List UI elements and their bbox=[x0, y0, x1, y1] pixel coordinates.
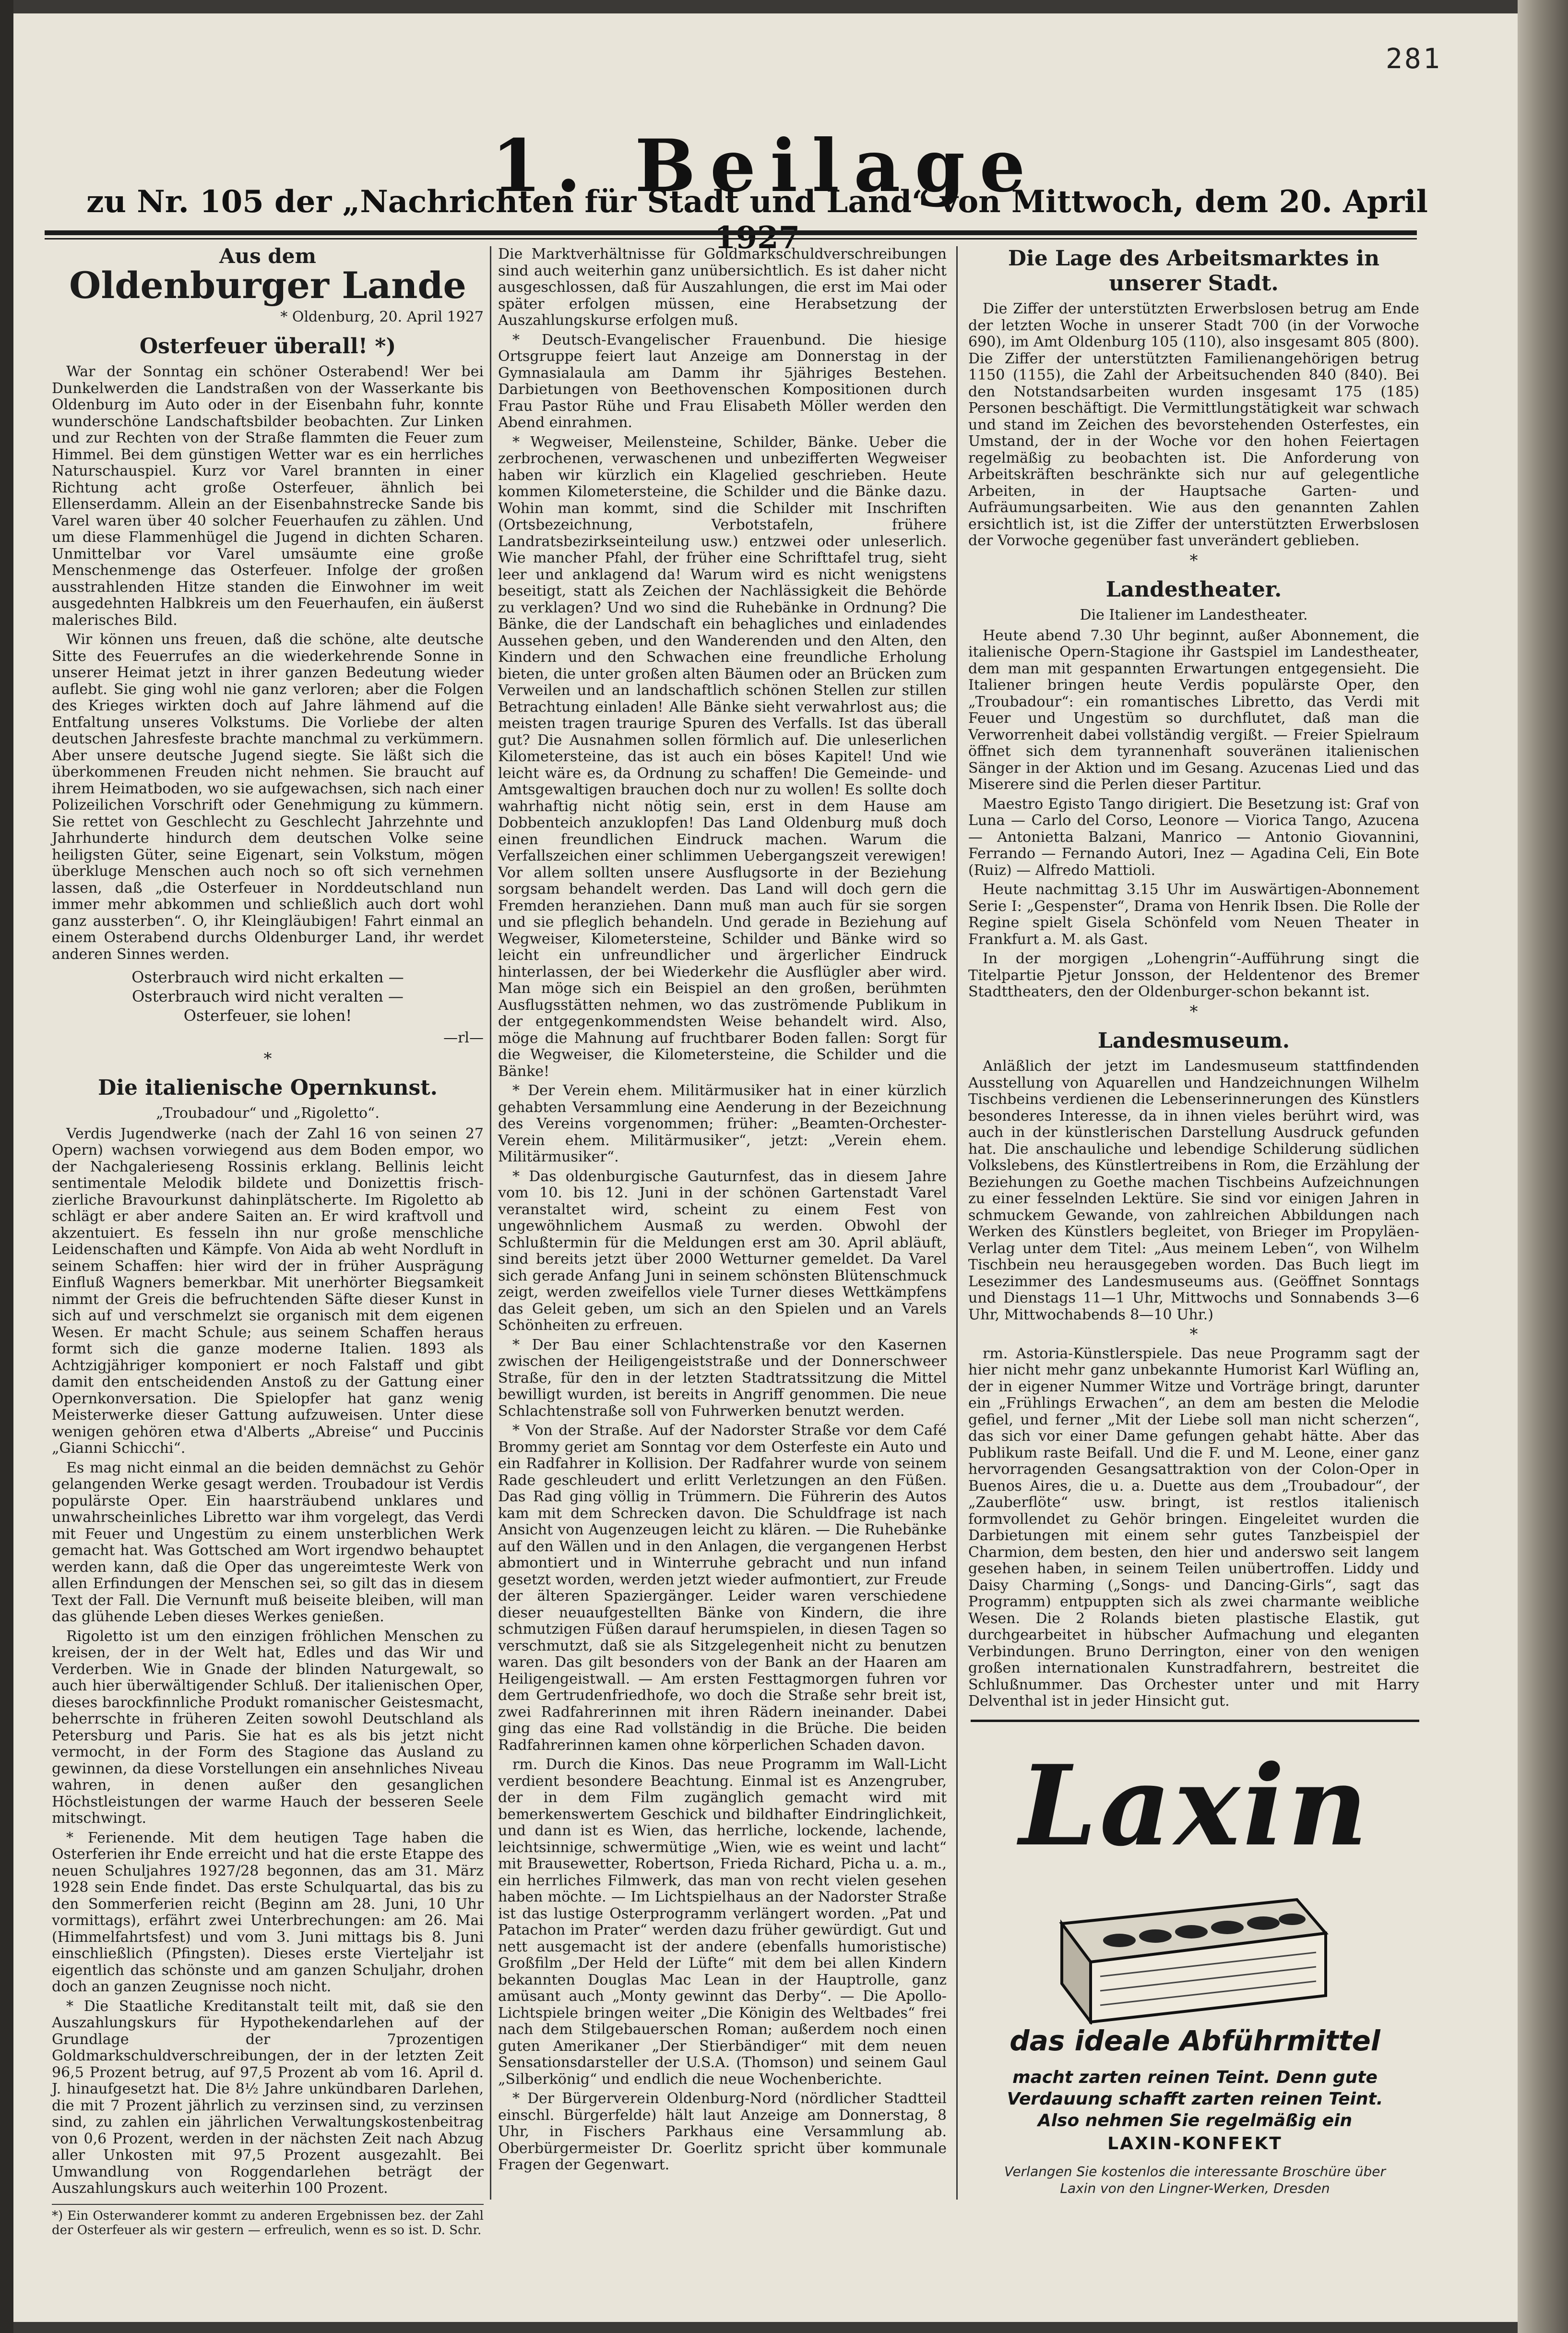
article-paragraph: * Der Bau einer Schlachtenstraße vor den Kasernen zwischen der Heiligengeiststraße und der Donnerschweer Straße, für den in der letzten Stadtratssitzung die Mittel bewilligt wurden, ist bereits in Angriff genommen. Die neue Schlachtenstraße soll von Fuhrwerken benutzt werden. bbox=[498, 1336, 947, 1420]
section-kicker: Aus dem bbox=[219, 244, 316, 268]
book-edge bbox=[1518, 0, 1568, 2333]
poem-line: Osterbrauch wird nicht erkalten — bbox=[131, 968, 404, 986]
article-subheading: Die Italiener im Landestheater. bbox=[1080, 607, 1308, 623]
article-subheading: „Troubadour“ und „Rigoletto“. bbox=[156, 1105, 380, 1122]
article-paragraph: * Der Bürgerverein Oldenburg-Nord (nördlicher Stadtteil einschl. Bürgerfelde) hält laut Anzeige am Donnerstag, 8 Uhr, in Fischers Parkhaus eine Versammlung ab. Oberbürgermeister Dr. Goerlitz spricht über kommunale Fragen der Gegenwart. bbox=[498, 2090, 947, 2173]
binding-edge bbox=[0, 0, 13, 2333]
article-heading: Die Lage des Arbeitsmarktes in unserer Stadt. bbox=[1008, 246, 1380, 296]
column-3 bbox=[968, 246, 1419, 1713]
separator-star: * bbox=[1189, 550, 1198, 570]
issue-subtitle: zu Nr. 105 der „Nachrichten für Stadt und Land“ von Mittwoch, dem 20. April bbox=[86, 184, 1428, 220]
article-paragraph: * Der Verein ehem. Militärmusiker hat in einer kürzlich gehabten Versammlung eine Aenderung in der Bezeichnung des Vereins vorgenommen; früher: „Beamten-Orchester-Verein ehem. Militärmusiker“, jetzt: „Verein ehem. Militärmusiker“. bbox=[498, 1082, 947, 1165]
article-paragraph: War der Sonntag ein schöner Osterabend! Wer bei Dunkelwerden die Landstraßen von der Wasserkante bis Oldenburg im Auto oder in der Eisenbahn fuhr, konnte wunderschöne Landschaftsbilder beobachten. Zur Linken und zur Rechten von der Straße flammten die Feuer zum Himmel. Bei dem günstigen Wetter war es ein herrliches Naturschauspiel. Kurz vor Varel brannten in einer Richtung acht große Osterfeuer, ähnlich bei Ellenserdamm. Allein an der Eisenbahnstrecke Sande bis Varel waren über 40 solcher Feuerhaufen zu zählen. Und um diese Flammenhügel die Jugend in dichten Scharen. Unmittelbar vor Varel umsäumte eine große Menschenmenge das Osterfeuer. Infolge der großen ausstrahlenden Hitze standen die Einwohner im weit ausgedehnten Halbkreis um den Feuerhaufen, ein äußerst malerisches Bild. bbox=[52, 363, 484, 629]
section-masthead: Oldenburger Lande bbox=[69, 263, 466, 307]
page-number: 281 bbox=[1386, 42, 1442, 75]
article-paragraph: Anläßlich der jetzt im Landesmuseum stattfindenden Ausstellung von Aquarellen und Handzeichnungen Wilhelm Tischbeins verdienen die Lebenserinnerungen des Künstlers besonderes Interesse, da in ihnen vieles berührt wird, was auch in der künstlerischen Darstellung Ausdruck gefunden hat. Die anschauliche und lebendige Schilderung südlichen Volkslebens, des Künstlertreibens in Rom, die Erzählung der Beziehungen zu Goethe machen Tischbeins Aufzeichnungen zu einer fesselnden Lektüre. Sie sind vor einigen Jahren in schmuckem Gewande, von zahlreichen Abbildungen nach Werken des Künstlers begleitet, von Brieger im Propyläen-Verlag unter dem Titel: „Aus meinem Leben“, von Wilhelm Tischbein neu herausgegeben worden. Das Buch liegt im Lesezimmer des Landesmuseums aus. (Geöffnet Sonntags und Dienstags 11—1 Uhr, Mittwochs und Sonnabends 3—6 Uhr, Mittwochabends 8—10 Uhr.) bbox=[968, 1058, 1419, 1323]
article-heading: Landesmuseum. bbox=[1097, 1029, 1290, 1053]
article-paragraph: Heute nachmittag 3.15 Uhr im Auswärtigen-Abonnement Serie I: „Gespenster“, Drama von Henrik Ibsen. Die Rolle der Regine spielt Gisela Schönfeld vom Neuen Theater in Frankfurt a. M. als Gast. bbox=[968, 881, 1419, 948]
article-heading: Die italienische Opernkunst. bbox=[98, 1076, 438, 1100]
header-rule bbox=[45, 230, 1417, 235]
ad-copy-line: Also nehmen Sie regelmäßig ein bbox=[1037, 2111, 1353, 2130]
article-paragraph: * Wegweiser, Meilensteine, Schilder, Bänke. Ueber die zerbrochenen, verwaschenen und unbezifferten Wegweiser haben wir kürzlich ein Klagelied geschrieben. Heute kommen Kilometersteine, die Schilder und die Bänke dazu. Wohin man kommt, sind die Schilder mit Inschriften (Ortsbezeichnung, Verbotstafeln, frühere Landratsbezirkseinteilung usw.) entzwei oder unleserlich. Wie mancher Pfahl, der früher eine Schrifttafel trug, sieht leer und anklagend da! Warum wird es nicht wenigstens beseitigt, statt als Zeichen der Nachlässigkeit die Behörde zu verklagen? Und wo sind die Ruhebänke in Ordnung? Die Bänke, die der Landschaft ein behagliches und einladendes Aussehen geben, und den Wanderenden und den Alten, den Kindern und den Schwachen eine freundliche Erholung bieten, die unter großen alten Bäumen oder an Brücken zum Verweilen und an landschaftlich schönen Stellen zur stillen Betrachtung einladen! Alle Bänke sieht verwahrlost aus; die meisten tragen traurige Spuren des Verfalls. Ist das überall gut? Die Ausnahmen sollen förmlich auf. Die unleserlichen Kilometersteine, das ist auch ein böses Kapitel! Und wie leicht wäre es, da Ordnung zu schaffen! Die Gemeinde- und Amtsgewaltigen brauchen doch nur zu wollen! Es sollte doch wahrhaftig nicht nötig sein, erst in dem Hause am Dobbenteich anzuklopfen! Das Land Oldenburg muß doch einen freundlichen Eindruck machen. Warum die Verfallszeichen einer schlimmen Uebergangszeit verewigen! Vor allem sollten unsere Ausflugsorte in der Beziehung sorgsam behandelt werden. Das Land will doch gern die Fremden heranziehen. Dann muß man auch für sie sorgen und sie pfleglich behandeln. Und gerade in Beziehung auf Wegweiser, Kilometersteine, Schilder und Bänke wird so leicht ein unfreundlicher und ärgerlicher Eindruck hinterlassen, der bei Wiederkehr die Ausflügler aber wird. Man möge sich ein Beispiel an den großen, berühmten Ausflugsstätten nehmen, wo das zuströmende Publikum in der entgegenkommendsten Weise behandelt wird. Also, möge die Mahnung auf fruchtbarer Boden fallen: Sorgt für die Wegweiser, die Kilometersteine, die Schilder und die Bänke! bbox=[498, 433, 947, 1080]
column-divider bbox=[490, 246, 491, 2200]
article-paragraph: rm. Astoria-Künstlerspiele. Das neue Programm sagt der hier nicht mehr ganz unbekannte Humorist Karl Wüfling an, der in eigener Nummer Witze und Vorträge bringt, darunter ein „Frühlings Erwachen“, an dem am besten die Melodie gefiel, und ferner „Mit der Liebe soll man nicht scherzen“, das sich vor einer Dame gefungen gehabt hätte. Aber das Publikum raste Beifall. Und die F. und M. Leone, einer ganz hervorragenden Gesangsattraktion von der Colon-Oper in Buenos Aires, die u. a. Duette aus dem „Troubadour“, der „Zauberflöte“ usw. bringt, ist restlos italienisch formvollendet zu Gehör bringen. Eingeleitet wurden die Darbietungen mit einem sehr gutes Tanzbeispiel der Charmion, dem besten, den hier und anderswo seit langem gesehen haben, in seinem Teilen unübertroffen. Liddy und Daisy Charming („Songs- und Dancing-Girls“, sagt das Programm) entpuppten sich als zwei charmante weibliche Wesen. Die 2 Rolands bieten plastische Elastik, gut durchgearbeitet in hübscher Aufmachung und eleganten Verbindungen. Bruno Derrington, einer von den wenigen großen internationalen Kunstradfahrern, bestreitet die Schlußnummer. Das Orchester unter und mit Harry Delventhal ist in jeder Hinsicht gut. bbox=[968, 1345, 1419, 1710]
ad-fineprint: Laxin von den Lingner-Werken, Dresden bbox=[1060, 2180, 1330, 2196]
article-paragraph: * Deutsch-Evangelischer Frauenbund. Die hiesige Ortsgruppe feiert laut Anzeige am Donnerstag in der Gymnasialaula am Damm ihr 5jähriges Bestehen. Darbietungen von Beethovenschen Kompositionen durch Frau Pastor Rühe und Frau Elisabeth Möller werden den Abend einrahmen. bbox=[498, 331, 947, 431]
article-paragraph: Wir können uns freuen, daß die schöne, alte deutsche Sitte des Feuerrufes an die wiederkehrende Sonne in unserer Heimat jetzt in ihrer ganzen Bedeutung wieder auflebt. Sie ging wohl nie ganz verloren; aber die Folgen des Krieges wirkten doch auf Jahre lähmend auf die Entfaltung unseres Volkstums. Die Vorliebe der alten deutschen Jahresfeste brachte manchmal zu verkümmern. Aber unsere deutsche Jugend siegte. Sie läßt sich die überkommenen Freuden nicht nehmen. Sie braucht auf ihrem Heimatboden, wo sie aufgewachsen, sich nach einer Polizeilichen Vorschrift oder Genehmigung zu kümmern. Sie rettet von Geschlecht zu Geschlecht Jahrzehnte und Jahrhunderte hindurch dem deutschen Volke seine heiligsten Güter, seine Eigenart, sein Volkstum, mögen überkluge Menschen auch noch so oft sich vernehmen lassen, daß „die Osterfeuer in Norddeutschland nun immer mehr abkommen und schließlich auch dort wohl ganz aussterben“. O, ihr Kleingläubigen! Fahrt einmal an einem Osterabend durchs Oldenburger Land, ihr werdet anderen Sinnes werden. bbox=[52, 631, 484, 963]
candy-box-illustration bbox=[1047, 1880, 1335, 2024]
ad-copy-line: Verdauung schafft zarten reinen Teint. bbox=[1007, 2089, 1383, 2109]
supplement-title: 1. Beilage bbox=[491, 124, 1040, 208]
article-heading: Landestheater. bbox=[1105, 577, 1282, 602]
separator-star: * bbox=[1189, 1325, 1198, 1344]
header-rule-thin bbox=[45, 238, 1417, 239]
column-1 bbox=[52, 246, 484, 2237]
separator-star: * bbox=[1189, 1002, 1198, 1021]
poem-line: Osterfeuer, sie lohen! bbox=[183, 1006, 352, 1025]
article-paragraph: In der morgigen „Lohengrin“-Aufführung singt die Titelpartie Pjetur Jonsson, der Heldentenor des Bremer Stadttheaters, den der Oldenburger-schon bekannt ist. bbox=[968, 950, 1419, 1000]
article-heading: Osterfeuer überall! *) bbox=[139, 334, 396, 359]
ad-copy-line: macht zarten reinen Teint. Denn gute bbox=[1012, 2068, 1378, 2087]
article-paragraph: Es mag nicht einmal an die beiden demnächst zu Gehör gelangenden Werke gesagt werden. Troubadour ist Verdis populärste Oper. Ein haarsträubend unklares und unwahrscheinliches Libretto war ihm vorgelegt, das Verdi mit Feuer und Ungestüm zu einem unsterblichen Werk gemacht hat. Was Gottsched am Wort irgendwo behauptet werden kann, daß die Oper das ungereimteste Werk von allen Erfindungen der Menschen sei, so gilt das in diesem Text der Fall. Die Vernunft muß beiseite bleiben, will man das glühende Leben dieses Werkes genießen. bbox=[52, 1459, 484, 1625]
article-paragraph: Maestro Egisto Tango dirigiert. Die Besetzung ist: Graf von Luna — Carlo del Corso, Leonore — Viorica Tango, Azucena — Antonietta Balzani, Manrico — Antonio Giovannini, Ferrando — Fernando Autori, Inez — Agadina Celi, Ein Bote (Ruiz) — Alfredo Mattioli. bbox=[968, 795, 1419, 879]
separator-star: * bbox=[263, 1049, 272, 1068]
article-paragraph: rm. Durch die Kinos. Das neue Programm im Wall-Licht verdient besondere Beachtung. Einmal ist es Anzengruber, der in dem Film zugänglich gemacht wird mit bemerkenswertem Geschick und bildhafter Eindringlichkeit, und dann ist es Wien, das herrliche, lockende, lachende, leichtsinnige, schwermütige „Wien, wie es weint und lacht“ mit Brausewetter, Robertson, Frieda Richard, Picha u. a. m., ein herrliches Filmwerk, das man von recht vielen gesehen haben möchte. — Im Lichtspielhaus an der Nadorster Straße ist das lustige Osterprogramm verlängert worden. „Pat und Patachon im Prater“ werden dazu früher gewürdigt. Gut und nett ausgemacht ist der andere (ebenfalls humoristische) Großfilm „Der Held der Lüfte“ mit dem bei allen Kindern bekannten Douglas Mac Lean in der Hauptrolle, ganz amüsant auch „Monty gewinnt das Derby“. — Die Apollo-Lichtspiele bringen weiter „Die Königin des Weltbades“ frei nach dem Stilgebauerschen Roman; außerdem noch einen guten Amerikaner „Der Stierbändiger“ mit dem neuen Sensationsdarsteller der U.S.A. (Thomson) und seinem Gaul „Silberkönig“ und endlich die neue Wochenberichte. bbox=[498, 1756, 947, 2088]
author-signature: —rl— bbox=[443, 1029, 484, 1046]
column-divider bbox=[956, 246, 958, 2200]
article-paragraph: * Von der Straße. Auf der Nadorster Straße vor dem Café Brommy geriet am Sonntag vor dem Osterfeste ein Auto und ein Radfahrer in Kollision. Der Radfahrer wurde von seinem Rade geschleudert und erlitt Verletzungen an den Füßen. Das Rad ging völlig in Trümmern. Die Führerin des Autos kam mit dem Schrecken davon. Die Schuldfrage ist nach Ansicht von Augenzeugen leicht zu klären. — Die Ruhebänke auf den Wällen und in den Anlagen, die vergangenen Herbst abmontiert und in Winterruhe gebracht und nun infand gesetzt worden, werden jetzt wieder aufmontiert, zur Freude der älteren Spaziergänger. Leider waren verschiedene dieser neuaufgestellten Bänke von Kindern, die ihre schmutzigen Füßen darauf herumspielen, in diesen Tagen so verschmutzt, daß sie als Sitzgelegenheit nicht zu benutzen waren. Das gilt besonders von der Bank an der Haaren am Heiligengeistwall. — Am ersten Festtagmorgen fuhren vor dem Gertrudenfriedhofe, wo doch die Straße sehr breit ist, zwei Radfahrerinnen mit ihren Rädern ineinander. Dabei ging das eine Rad vollständig in die Brüche. Die beiden Radfahrerinnen kamen ohne körperlichen Schaden davon. bbox=[498, 1422, 947, 1754]
article-paragraph: Verdis Jugendwerke (nach der Zahl 16 von seinen 27 Opern) wachsen vorwiegend aus dem Boden empor, wo der Nachgalerieseng Rossinis erklang. Bellinis leicht sentimentale Melodik bildete und Donizettis frisch-zierliche Bravourkunst dahinplätscherte. Im Rigoletto ab schlägt er aber andere Saiten an. Er wird kraftvoll und akzentuiert. Es fesseln ihn nur große menschliche Leidenschaften und Kämpfe. Von Aida ab weht Nordluft in seinem Schaffen: hier wird der in früher Ausprägung Einfluß Wagners bemerkbar. Mit unerhörter Biegsamkeit nimmt der Greis die befruchtenden Säfte dieser Kunst in sich auf und verschmelzt sie organisch mit dem eigenen Wesen. Er macht Schule; aus seinem Schaffen heraus formt sich die ganze moderne Italien. 1893 als Achtzigjähriger komponiert er noch Falstaff und gibt damit den entscheidenden Anstoß zu der Gattung einer Opernkonversation. Die Spielopfer hat ganz wenig Meisterwerke dieser Gattung aufzuweisen. Unter diese wenigen gehören etwa d'Alberts „Abreise“ und Puccinis „Gianni Schicchi“. bbox=[52, 1125, 484, 1457]
poem-line: Osterbrauch wird nicht veralten — bbox=[131, 987, 404, 1005]
laxin-logo: Laxin bbox=[1019, 1741, 1371, 1871]
laxin-advertisement bbox=[971, 1720, 1419, 2202]
newspaper-page bbox=[13, 13, 1518, 2322]
article-paragraph: * Das oldenburgische Gauturnfest, das in diesem Jahre vom 10. bis 12. Juni in der schönen Gartenstadt Varel veranstaltet wird, scheint zu einem Fest von ungewöhnlichem Ausmaß zu werden. Obwohl der Schlußtermin für die Meldungen erst am 30. April abläuft, sind bereits jetzt über 2000 Wetturner gemeldet. Da Varel sich gerade Anfang Juni in seinem schönsten Blütenschmuck zeigt, werden zweifellos viele Turner dieses Wettkämpfens das Geleit geben, um sich an den Spielen und an Varels Schönheiten zu erfreuen. bbox=[498, 1168, 947, 1334]
article-paragraph: * Die Staatliche Kreditanstalt teilt mit, daß sie den Auszahlungskurs für Hypothekendarlehen auf der Grundlage der 7prozentigen Goldmarkschuldverschreibungen, der in der letzten Zeit 96,5 Prozent betrug, auf 97,5 Prozent ab vom 16. April d. J. hinaufgesetzt hat. Die 8½ Jahre unkündbaren Darlehen, die mit 7 Prozent jährlich zu verzinsen sind, zu verzinsen sind, zu zahlen ein jährlichen Verwaltungskostenbeitrag von 0,6 Prozent, werden in der nächsten Zeit nach Abzug aller Unkosten mit 97,5 Prozent ausgezahlt. Bei Umwandlung von Roggendarlehen beträgt der Auszahlungskurs auch weiterhin 100 Prozent. bbox=[52, 1998, 484, 2197]
ad-tagline: das ideale Abführmittel bbox=[1010, 2024, 1380, 2057]
article-paragraph: Heute abend 7.30 Uhr beginnt, außer Abonnement, die italienische Opern-Stagione ihr Gastspiel im Landestheater, dem man mit gespannten Erwartungen entgegensieht. Die Italiener bringen heute Verdis populärste Oper, den „Troubadour“: ein romantisches Libretto, das Verdi mit Feuer und Ungestüm so durchflutet, daß man die Verworrenheit dabei vollständig vergißt. — Freier Spielraum öffnet sich dem tyrannenhaft souveränen italienischen Sänger in der Aktion und im Gesang. Azucenas Lied und das Miserere sind die Perlen dieser Partitur. bbox=[968, 627, 1419, 793]
ad-fineprint: Verlangen Sie kostenlos die interessante Broschüre über bbox=[1004, 2164, 1386, 2179]
article-paragraph: * Ferienende. Mit dem heutigen Tage haben die Osterferien ihr Ende erreicht und hat die erste Etappe des neuen Schuljahres 1927/28 begonnen, das am 31. März 1928 sein Ende findet. Das erste Schulquartal, das bis zu den Sommerferien reicht (Beginn am 28. Juni, 10 Uhr vormittags), erfährt zwei Unterbrechungen: am 26. Mai (Himmelfahrtsfest) und vom 3. Juni mittags bis 8. Juni einschließlich (Pfingsten). Dieses erste Vierteljahr ist eigentlich das schönste und am ganzen Schuljahr, drohen doch an ganzen Zeugnisse noch nicht. bbox=[52, 1829, 484, 1995]
article-paragraph: Die Marktverhältnisse für Goldmarkschuldverschreibungen sind auch weiterhin ganz unübersichtlich. Es ist daher nicht ausgeschlossen, daß für Auszahlungen, die erst im Mai oder später erfolgen müssen, eine Herabsetzung der Auszahlungskurse erfolgen muß. bbox=[498, 246, 947, 329]
column-2 bbox=[498, 246, 947, 2177]
ad-product-name: LAXIN-KONFEKT bbox=[1107, 2134, 1283, 2154]
article-paragraph: Die Ziffer der unterstützten Erwerbslosen betrug am Ende der letzten Woche in unserer Stadt 700 (in der Vorwoche 690), im Amt Oldenburg 105 (110), also insgesamt 805 (800). Die Ziffer der unterstützten Familienangehörigen betrug 1150 (1155), die Zahl der Arbeitsuchenden 840 (840). Bei den Notstandsarbeiten wurden insgesamt 175 (185) Personen beschäftigt. Die Vermittlungstätigkeit war schwach und stand im Zeichen des bevorstehenden Osterfestes, ein Umstand, der in der Woche vor den hohen Feiertagen regelmäßig zu beobachten ist. Die Anforderung von Arbeitskräften beschränkte sich nur auf gelegentliche Arbeiten, in der Hauptsache Garten- und Aufräumungsarbeiten. Wie aus den genannten Zahlen ersichtlich ist, ist die Ziffer der unterstützten Erwerbslosen der Vorwoche gegenüber fast unverändert geblieben. bbox=[968, 300, 1419, 549]
article-paragraph: Rigoletto ist um den einzigen fröhlichen Menschen zu kreisen, der in der Welt hat, Edles und das Wir und Verderben. Wie in Gnade der blinden Naturgewalt, so auch hier überwältigender Schluß. Der italienischen Oper, dieses barockfinnliche Produkt romanischer Geistesmacht, beherrschte in früheren Zeiten sowohl Deutschland als Petersburg und Paris. Sie hat es als bis jetzt nicht vermocht, in der Form des Stagione das Ausland zu gewinnen, da diese Vorstellungen ein ansehnliches Niveau wahren, in denen außer den gesanglichen Höchstleistungen der warme Hauch der besseren Seele mitschwingt. bbox=[52, 1627, 484, 1827]
poem bbox=[52, 968, 484, 1025]
dateline: * Oldenburg, 20. April 1927 bbox=[280, 308, 484, 325]
footnote: *) Ein Osterwanderer kommt zu anderen Ergebnissen bez. der Zahl der Osterfeuer als wir gestern — erfreulich, wenn es so ist. D. Schr. bbox=[52, 2204, 484, 2237]
